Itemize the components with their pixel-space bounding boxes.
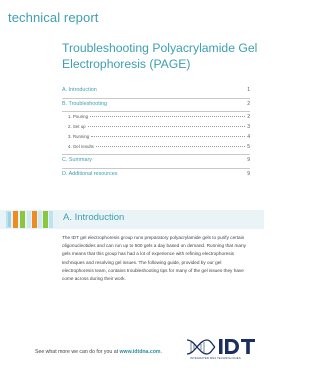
website-link[interactable]: www.idtdna.com [119,349,161,355]
toc-leader [91,136,245,137]
toc-leader [90,116,245,117]
toc-entry-pouring[interactable] [62,114,250,124]
toc-divider [62,98,250,99]
toc-entry-running[interactable] [62,134,250,144]
toc-page-number: 2 [247,114,250,120]
toc-entry-label: 4. Gel results [68,144,94,149]
document-type-label: technical report [8,10,99,25]
toc-leader [96,146,245,147]
toc-entry-introduction[interactable] [62,87,250,98]
toc-page-number: 5 [247,144,250,150]
footer-suffix: . [160,349,162,355]
toc-entry-summary[interactable] [62,157,250,168]
toc-leader [109,103,245,104]
toc-leader [88,126,246,127]
toc-divider [62,154,250,155]
toc-leader [99,89,245,90]
toc-entry-gel-results[interactable] [62,144,250,154]
toc-entry-set-up[interactable] [62,124,250,134]
idt-logo-icon [185,336,259,358]
footer-prefix: See what more we can do for you at [35,349,120,355]
toc-entry-label: 2. Set up [68,124,86,129]
toc-page-number: 2 [247,100,250,107]
toc-entry-label: C. Summary [62,157,92,163]
footer-text [35,349,162,355]
toc-entry-label: 1. Pouring [68,114,89,119]
toc-page-number: 9 [247,170,250,177]
report-title: Troubleshooting Polyacrylamide Gel Electrophoresis (PAGE) [62,41,258,71]
toc-entry-troubleshooting[interactable] [62,101,250,112]
toc-page-number: 4 [247,134,250,140]
toc-entry-additional-resources[interactable] [62,171,250,182]
introduction-paragraph: The IDT gel electrophoresis group runs preparatory polyacrylamide gels to purify certain oligonucleotides and can run up to 500 gels a day based on demand. Running that many gels means that this group has had a lot of experience with refining electrophoresis techniques and resolving gel issues. The following guide, provided by our gel electrophoresis team, contains troubleshooting tips for many of the gel issues they have come across during their work. [62,235,246,282]
section-heading: A. Introduction [63,212,125,223]
gel-lanes-icon [0,210,60,229]
toc-divider [62,168,250,169]
toc-page-number: 3 [247,124,250,130]
toc-entry-label: A. Introduction [62,87,97,93]
toc-divider [62,111,250,112]
gel-band-graphic [0,210,60,229]
toc-leader [94,159,245,160]
logo-tagline: INTEGRATED DNA TECHNOLOGIES [190,357,241,360]
toc-entry-label: B. Troubleshooting [62,100,107,107]
toc-entry-label: D. Additional resources [62,170,118,177]
toc-entry-label: 3. Running [68,134,90,139]
toc-page-number: 9 [247,157,250,163]
toc-page-number: 1 [247,87,250,93]
toc-leader [119,173,245,174]
table-of-contents [62,87,250,181]
